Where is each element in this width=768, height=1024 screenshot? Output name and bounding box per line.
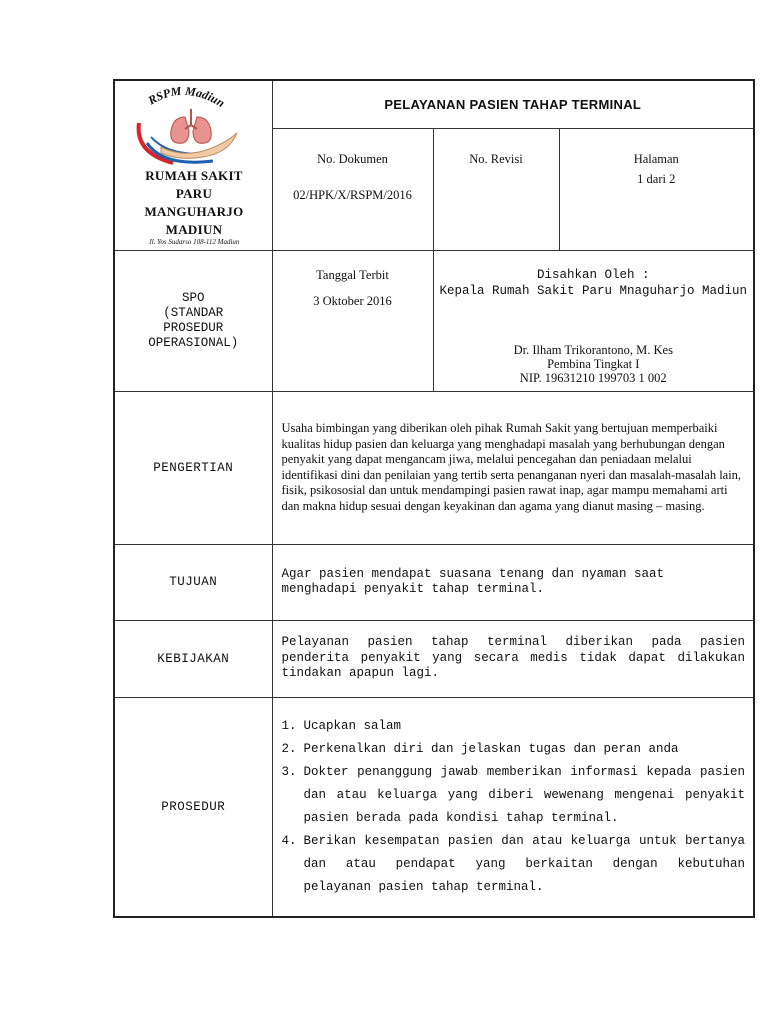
hospital-name-line: RUMAH SAKIT bbox=[145, 168, 243, 184]
page-cell bbox=[559, 128, 754, 250]
issue-date: 3 Oktober 2016 bbox=[313, 293, 392, 308]
section-text-pengertian: Usaha bimbingan yang diberikan oleh pihak Rumah Sakit yang bertujuan memperbaiki kualitas hidup pasien dan keluarga yang menghadapi masalah yang berhubungan dengan penyakit yang dapat mengancam jiwa, melalui pencegahan dan peniadaan melalui identifikasi dini dan penilaian yang tertib serta penanganan nyeri dan masalah-masalah lain, fisik, psikososial dan untuk mendampingi pasien rawat inap, agar mampu memahami arti dan makna hidup sesuai dengan keyakinan dan agama yang dianut masing – masing. bbox=[272, 391, 754, 544]
document-number: 02/HPK/X/RSPM/2016 bbox=[293, 187, 412, 202]
procedure-step bbox=[282, 738, 746, 761]
hospital-name-line: PARU bbox=[175, 186, 213, 202]
approval-cell bbox=[433, 250, 754, 391]
lung-left-icon bbox=[171, 117, 189, 143]
approver-rank: Pembina Tingkat I bbox=[547, 356, 640, 371]
hospital-address: Jl. Yos Sudarso 108-112 Madiun bbox=[148, 238, 240, 247]
issue-date-cell bbox=[272, 250, 433, 391]
procedure-step bbox=[282, 715, 746, 738]
procedure-step-text: Berikan kesempatan pasien dan atau keluarga untuk bertanya dan atau pendapat yang berkaitan dengan kebutuhan pelayanan pasien tahap terminal. bbox=[303, 833, 745, 894]
section-text-tujuan: Agar pasien mendapat suasana tenang dan nyaman saat menghadapi penyakit tahap terminal. bbox=[272, 544, 754, 620]
spo-label-line: (STANDAR bbox=[163, 305, 224, 320]
section-text-kebijakan: Pelayanan pasien tahap terminal diberikan pada pasien penderita penyakit yang secara medis tidak dapat dilakukan tindakan apapun lagi. bbox=[272, 620, 754, 697]
hospital-name-line: MANGUHARJO bbox=[144, 204, 244, 220]
revision-label: No. Revisi bbox=[469, 151, 523, 166]
procedure-step-text: Perkenalkan diri dan jelaskan tugas dan peran anda bbox=[303, 741, 679, 756]
procedure-step-number: 4. bbox=[281, 833, 297, 848]
hospital-logo bbox=[133, 83, 255, 169]
section-label-prosedur: PROSEDUR bbox=[114, 697, 272, 917]
procedure-step-number: 3. bbox=[281, 764, 297, 779]
section-label-pengertian: PENGERTIAN bbox=[114, 391, 272, 544]
spo-label-line: PROSEDUR bbox=[163, 320, 224, 335]
procedure-step-text: Ucapkan salam bbox=[303, 718, 402, 733]
procedure-step bbox=[282, 761, 746, 830]
procedure-list bbox=[273, 715, 754, 899]
approver-nip: NIP. 19631210 199703 1 002 bbox=[519, 370, 667, 385]
procedure-step-number: 1. bbox=[281, 718, 297, 733]
page-label: Halaman bbox=[633, 151, 679, 166]
approved-by-label: Disahkan Oleh : bbox=[536, 267, 650, 282]
document-title: PELAYANAN PASIEN TAHAP TERMINAL bbox=[272, 80, 754, 128]
hospital-name bbox=[115, 167, 273, 239]
approver-title: Kepala Rumah Sakit Paru Mnaguharjo Madiun bbox=[439, 283, 748, 298]
section-label-kebijakan: KEBIJAKAN bbox=[114, 620, 272, 697]
section-steps-prosedur bbox=[272, 697, 754, 917]
svg-text:RSPM Madiun bbox=[145, 84, 228, 111]
revision-cell bbox=[433, 128, 559, 250]
spo-label-line: SPO bbox=[181, 290, 205, 305]
hospital-identity-cell bbox=[114, 80, 272, 250]
spo-label bbox=[114, 250, 272, 391]
section-label-tujuan: TUJUAN bbox=[114, 544, 272, 620]
issue-date-label: Tanggal Terbit bbox=[316, 267, 389, 282]
page-value: 1 dari 2 bbox=[637, 171, 676, 186]
approver-name: Dr. Ilham Trikorantono, M. Kes bbox=[513, 342, 673, 357]
spo-table bbox=[113, 79, 755, 918]
procedure-step bbox=[282, 830, 746, 899]
document-number-cell bbox=[272, 128, 433, 250]
document-number-label: No. Dokumen bbox=[317, 151, 388, 166]
logo-arc-text: RSPM Madiun bbox=[145, 84, 228, 111]
hospital-name-line: MADIUN bbox=[165, 222, 223, 238]
spo-label-line: OPERASIONAL) bbox=[148, 335, 239, 350]
lung-right-icon bbox=[193, 117, 211, 143]
procedure-step-text: Dokter penanggung jawab memberikan informasi kepada pasien dan atau keluarga yang diberi wewenang mengenai penyakit pasien berada pada kondisi tahap terminal. bbox=[303, 764, 745, 825]
procedure-step-number: 2. bbox=[281, 741, 297, 756]
